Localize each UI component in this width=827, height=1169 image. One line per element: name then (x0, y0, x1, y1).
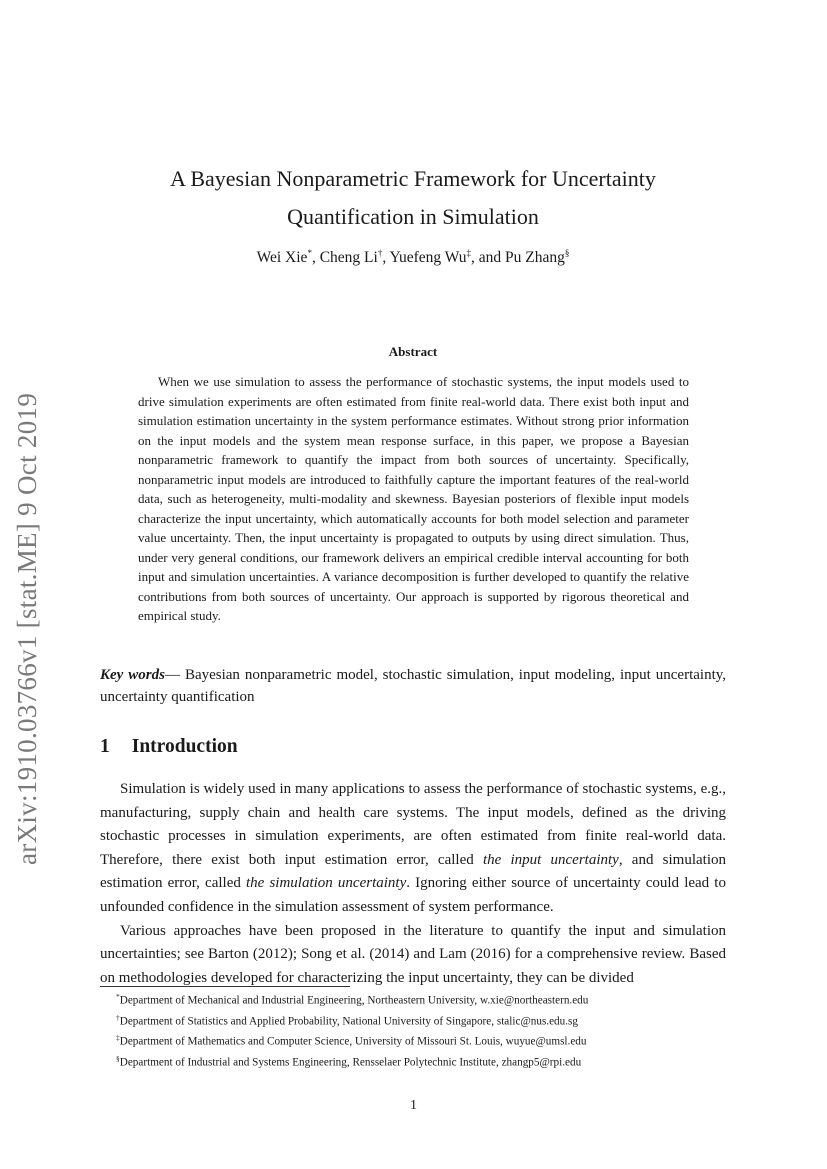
author-sep: , and (471, 249, 506, 267)
author-mark: * (307, 248, 312, 258)
keywords-dash: — (164, 667, 185, 683)
footnotes (100, 989, 726, 1071)
intro-text: Simulation is widely used in many applications to assess the performance of stochastic systems, e.g., manufacturing, supply chain and health care systems. The input models, defined as the driving stochastic processes in simulation experiments, are often estimated from finite real-world data. Therefore, there exist both input estimation error, called (100, 781, 726, 868)
author-mark: † (377, 248, 383, 258)
intro-text: , and simulation estimation error, called (100, 851, 726, 892)
footnote-text: Department of Statistics and Applied Probability, National University of Singapore, stalic@nus.edu.sg (119, 1015, 578, 1028)
title-line-1: A Bayesian Nonparametric Framework for Uncertainty (170, 166, 656, 191)
author-sep: , (382, 249, 390, 267)
author-list (100, 248, 726, 267)
intro-emphasis: the input uncertainty (482, 851, 619, 868)
footnote-text: Department of Industrial and Systems Engineering, Rensselaer Polytechnic Institute, zhangp5@rpi.edu (119, 1056, 582, 1069)
footnote-mark: ‡ (116, 1033, 120, 1043)
footnote (100, 989, 726, 1010)
keywords (100, 664, 726, 708)
keywords-label: Key words (100, 667, 165, 683)
author-mark: ‡ (466, 248, 472, 258)
abstract-body: When we use simulation to assess the performance of stochastic systems, the input models used to drive simulation experiments are often estimated from finite real-world data. There exist both input and simulation estimation uncertainty in the system performance estimates. Without strong prior information on the input models and the system mean response surface, in this paper, we propose a Bayesian nonparametric framework to quantify the impact from both sources of uncertainty. Specifically, nonparametric input models are introduced to faithfully capture the important features of the real-world data, such as heterogeneity, multi-modality and skewness. Bayesian posteriors of flexible input models characterize the input uncertainty, which automatically accounts for both model selection and parameter value uncertainty. Then, the input uncertainty is propagated to outputs by using direct simulation. Thus, under very general conditions, our framework delivers an empirical credible interval accounting for both input and simulation uncertainties. A variance decomposition is further developed to quantify the relative contributions from both sources of uncertainty. Our approach is supported by rigorous theoretical and empirical study. (138, 374, 689, 623)
footnote (100, 1051, 726, 1072)
author-name: Wei Xie (256, 249, 308, 267)
intro-emphasis: the simulation uncertainty (246, 875, 407, 892)
intro-paragraph-2: Various approaches have been proposed in the literature to quantify the input and simulation uncertainties; see Barton (2012); Song et al. (2014) and Lam (2016) for a comprehensive review. Based on methodologies developed for characterizing the input uncertainty, they can be divided (100, 922, 726, 986)
footnote-mark: § (116, 1053, 120, 1063)
footnote-mark: * (116, 992, 120, 1001)
author-mark: § (564, 248, 570, 258)
section-heading (100, 736, 238, 758)
footnote-text: Department of Mechanical and Industrial Engineering, Northeastern University, w.xie@northeastern.edu (119, 994, 589, 1007)
footnote (100, 1010, 726, 1031)
author-name: Yuefeng Wu (389, 249, 467, 267)
section-title: Introduction (131, 736, 238, 757)
intro-text: . Ignoring either source of uncertainty could lead to unfounded confidence in the simulation assessment of system performance. (100, 875, 726, 915)
author-name: Pu Zhang (505, 249, 565, 267)
footnote-text: Department of Mathematics and Computer Science, University of Missouri St. Louis, wuyue@umsl.edu (119, 1035, 587, 1048)
abstract-heading: Abstract (388, 344, 438, 359)
page-number: 1 (410, 1098, 417, 1113)
paper-title (100, 160, 726, 236)
footnote-divider (100, 986, 350, 987)
arxiv-stamp: arXiv:1910.03766v1 [stat.ME] 9 Oct 2019 (12, 392, 42, 865)
author-name: Cheng Li (319, 249, 378, 267)
section-number: 1 (100, 736, 110, 757)
intro-paragraph-1 (100, 778, 726, 920)
footnote-mark: † (116, 1012, 120, 1022)
introduction-text (100, 778, 726, 990)
author-sep: , (311, 249, 320, 267)
footnote (100, 1030, 726, 1051)
title-line-2: Quantification in Simulation (287, 204, 539, 229)
keywords-text: Bayesian nonparametric model, stochastic simulation, input modeling, input uncertainty, uncertainty quantification (100, 667, 727, 705)
